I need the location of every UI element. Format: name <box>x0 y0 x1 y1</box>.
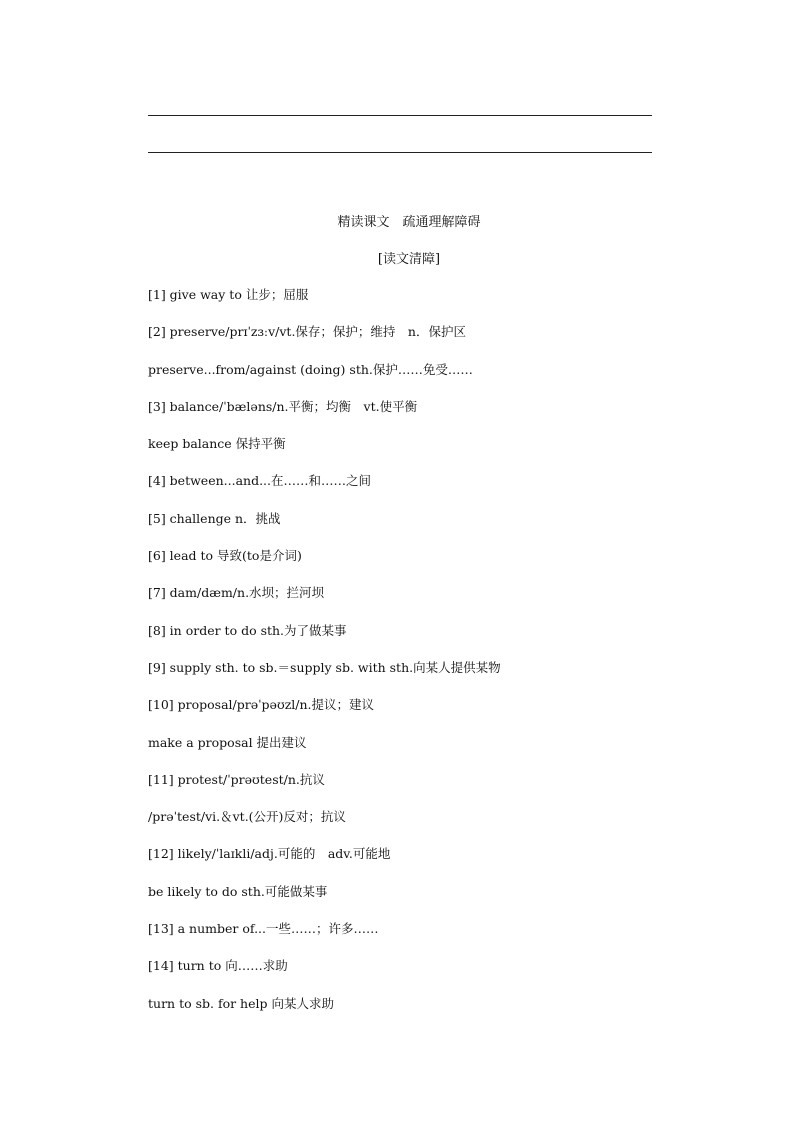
vocab-line: [13] a number of...一些……；许多…… <box>148 921 379 937</box>
vocab-line: [11] protest/ˈprəʊtest/n.抗议 <box>148 771 325 787</box>
vocab-line: keep balance 保持平衡 <box>148 436 286 452</box>
answer-blank-line <box>148 152 652 153</box>
vocab-line: /prəˈtest/vi.＆vt.(公开)反对；抗议 <box>148 809 346 825</box>
vocab-line: make a proposal 提出建议 <box>148 734 307 750</box>
vocab-line: [3] balance/ˈbæləns/n.平衡；均衡 vt.使平衡 <box>148 398 418 414</box>
vocab-line: [9] supply sth. to sb.＝supply sb. with sth.向某人提供某物 <box>148 659 501 675</box>
vocab-line: [1] give way to 让步；屈服 <box>148 287 309 302</box>
vocab-line: [7] dam/dæm/n.水坝；拦河坝 <box>148 585 325 601</box>
vocab-line: [8] in order to do sth.为了做某事 <box>148 622 347 638</box>
vocab-line: [4] between...and...在……和……之间 <box>148 473 371 489</box>
vocabulary-list <box>148 285 668 1031</box>
section-subtitle: [读文清障] <box>377 252 441 267</box>
section-title: 精读课文 疏通理解障碍 <box>337 215 481 230</box>
vocab-line: [10] proposal/prəˈpəʊzl/n.提议；建议 <box>148 697 375 713</box>
vocab-line: [14] turn to 向……求助 <box>148 958 288 974</box>
vocab-line: [2] preserve/prɪˈzɜːv/vt.保存；保护；维持 n．保护区 <box>148 324 466 340</box>
vocab-line: turn to sb. for help 向某人求助 <box>148 995 334 1011</box>
answer-blank-line <box>148 115 652 116</box>
vocab-line: [6] lead to 导致(to是介词) <box>148 548 302 564</box>
vocab-line: preserve...from/against (doing) sth.保护……免受…… <box>148 361 473 377</box>
vocab-line: [12] likely/ˈlaɪkli/adj.可能的 adv.可能地 <box>148 846 391 862</box>
vocab-line: be likely to do sth.可能做某事 <box>148 883 328 899</box>
vocab-line: [5] challenge n．挑战 <box>148 510 281 526</box>
